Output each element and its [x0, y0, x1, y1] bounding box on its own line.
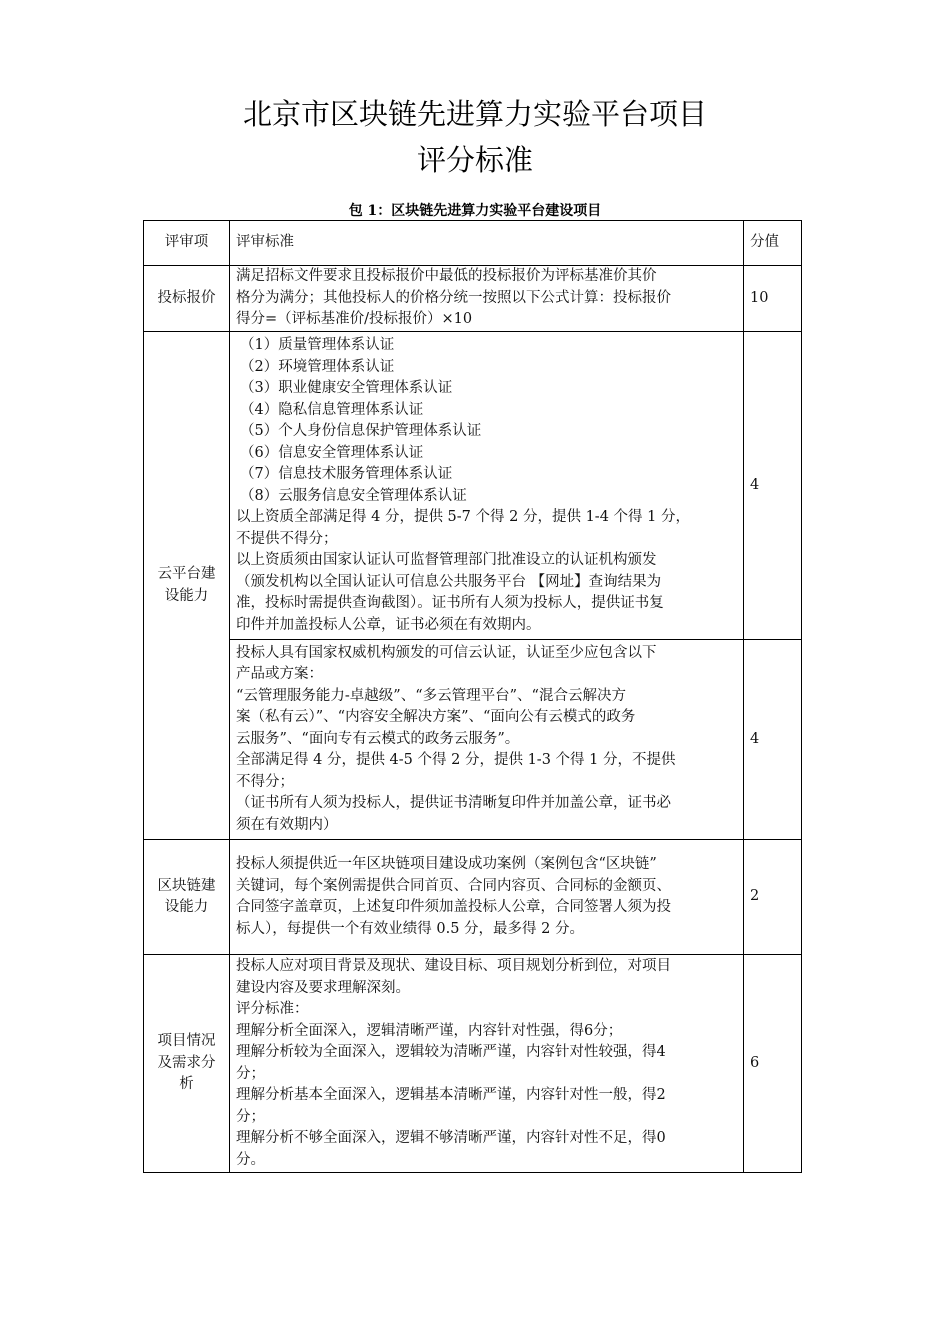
cert-line: 准，投标时需提供查询截图）。证书所有人须为投标人，提供证书复	[236, 595, 664, 611]
document-title: 北京市区块链先进算力实验平台项目	[242, 97, 707, 131]
project-line: 分；	[236, 1108, 265, 1125]
trusted-line: 云服务”、“面向专有云模式的政务云服务”。	[236, 730, 520, 747]
project-line: 评分标准：	[236, 1001, 309, 1017]
blockchain-criteria	[230, 840, 744, 955]
blockchain-item	[144, 840, 230, 955]
header-item: 评审项	[144, 221, 230, 266]
cloud-trusted-score: 4	[744, 640, 802, 840]
header-criteria: 评审标准	[230, 221, 744, 266]
price-item: 投标报价	[144, 266, 230, 332]
blockchain-line: 投标人须提供近一年区块链项目建设成功案例（案例包含“区块链”	[236, 856, 657, 872]
price-score: 10	[744, 266, 802, 332]
cert-item: （5）个人身份信息保护管理体系认证	[240, 423, 482, 439]
header-score: 分值	[744, 221, 802, 266]
price-line: 得分=（评标基准价/投标报价）×10	[236, 311, 473, 328]
project-item-line: 项目情况	[157, 1033, 216, 1050]
cert-item: （7）信息技术服务管理体系认证	[240, 466, 453, 482]
table-row	[144, 840, 802, 955]
cert-item: （4）隐私信息管理体系认证	[240, 401, 424, 418]
trusted-line: （证书所有人须为投标人，提供证书清晰复印件并加盖公章，证书必	[236, 795, 671, 812]
project-line: 投标人应对项目背景及现状、建设目标、项目规划分析到位，对项目	[236, 958, 671, 974]
table-row	[144, 955, 802, 1173]
project-line: 理解分析较为全面深入，逻辑较为清晰严谨，内容针对性较强，得4	[236, 1044, 666, 1060]
cert-line: 以上资质全部满足得 4 分，提供 5-7 个得 2 分，提供 1-4 个得 1 分，	[236, 509, 690, 525]
blockchain-item-line: 设能力	[164, 899, 209, 915]
project-line: 分。	[236, 1151, 265, 1168]
cert-line: 不提供不得分；	[236, 530, 338, 547]
cert-line: 以上资质须由国家认证认可监督管理部门批准设立的认证机构颁发	[236, 552, 657, 568]
price-line: 满足招标文件要求且投标报价中最低的投标报价为评标基准价其价	[236, 268, 657, 285]
table-row	[144, 640, 802, 840]
cert-item: （3）职业健康安全管理体系认证	[240, 380, 453, 396]
table-header-row	[144, 221, 802, 266]
blockchain-item-line: 区块链建	[157, 877, 216, 894]
trusted-line: 投标人具有国家权威机构颁发的可信云认证，认证至少应包含以下	[236, 644, 657, 661]
trusted-line: 全部满足得 4 分，提供 4-5 个得 2 分，提供 1-3 个得 1 分，不提供	[236, 752, 676, 769]
trusted-line: 须在有效期内）	[236, 816, 338, 833]
cloud-certs-score: 4	[744, 332, 802, 640]
project-line: 理解分析不够全面深入，逻辑不够清晰严谨，内容针对性不足，得0	[236, 1130, 666, 1146]
project-line: 理解分析基本全面深入，逻辑基本清晰严谨，内容针对性一般，得2	[236, 1087, 666, 1103]
project-line: 分；	[236, 1065, 265, 1082]
cert-item: （6）信息安全管理体系认证	[240, 444, 424, 461]
cloud-item-line: 云平台建	[157, 566, 216, 582]
cloud-certs-criteria	[230, 332, 744, 640]
trusted-line: 案（私有云）”、“内容安全解决方案”、“面向公有云模式的政务	[236, 709, 636, 726]
cert-line: （颁发机构以全国认证认可信息公共服务平台 【网址】查询结果为	[236, 573, 662, 590]
cloud-trusted-criteria	[230, 640, 744, 840]
blockchain-line: 合同签字盖章页，上述复印件须加盖投标人公章，合同签署人须为投	[236, 899, 671, 915]
project-line: 建设内容及要求理解深刻。	[236, 979, 410, 996]
project-item	[144, 955, 230, 1173]
scoring-table	[143, 220, 802, 1173]
cloud-item-line: 设能力	[164, 587, 209, 604]
package-title: 包 1：区块链先进算力实验平台建设项目	[348, 203, 602, 219]
project-item-line: 析	[179, 1076, 194, 1093]
cert-item: （1）质量管理体系认证	[240, 337, 395, 353]
project-criteria	[230, 955, 744, 1173]
blockchain-score: 2	[744, 840, 802, 955]
blockchain-line: 标人），每提供一个有效业绩得 0.5 分，最多得 2 分。	[236, 920, 584, 937]
price-line: 格分为满分；其他投标人的价格分统一按照以下公式计算：投标报价	[236, 289, 671, 306]
project-line: 理解分析全面深入，逻辑清晰严谨，内容针对性强，得6分；	[236, 1022, 623, 1039]
document-subtitle: 评分标准	[416, 143, 533, 177]
cloud-item	[144, 332, 230, 840]
project-score: 6	[744, 955, 802, 1173]
trusted-line: “云管理服务能力-卓越级”、“多云管理平台”、“混合云解决方	[236, 687, 626, 704]
cert-line: 印件并加盖投标人公章，证书必须在有效期内。	[236, 616, 541, 633]
price-criteria	[230, 266, 744, 332]
project-item-line: 及需求分	[157, 1054, 216, 1071]
cert-item: （8）云服务信息安全管理体系认证	[240, 487, 467, 504]
trusted-line: 不得分；	[236, 773, 294, 790]
table-row	[144, 332, 802, 640]
cert-item: （2）环境管理体系认证	[240, 358, 395, 375]
table-row	[144, 266, 802, 332]
blockchain-line: 关键词，每个案例需提供合同首页、合同内容页、合同标的金额页、	[236, 877, 671, 894]
trusted-line: 产品或方案：	[236, 666, 323, 683]
